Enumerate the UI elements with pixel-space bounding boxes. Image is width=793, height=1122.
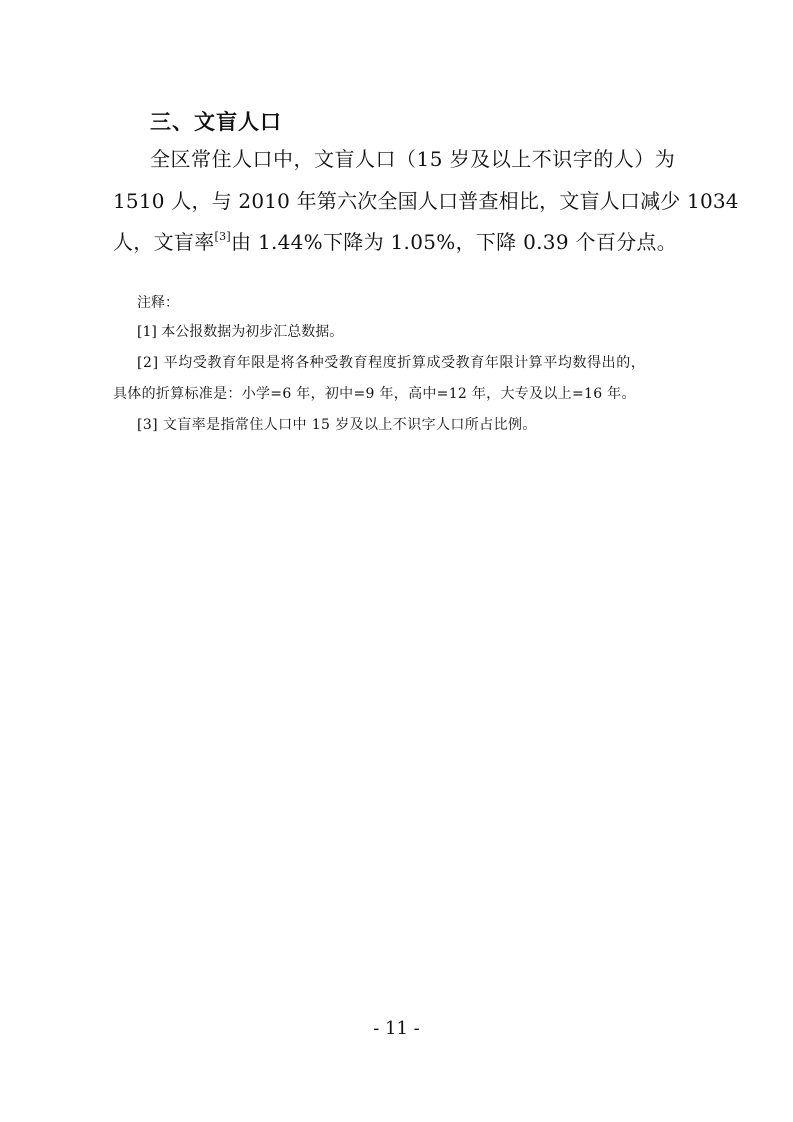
paragraph-line-3 (113, 228, 677, 256)
paragraph-line-2: 1510 人，与 2010 年第六次全国人口普查相比，文盲人口减少 1034 (113, 189, 739, 213)
section-heading: 三、文盲人口 (150, 110, 282, 134)
notes-title: 注释： (137, 295, 179, 311)
note-2-line-1: [2] 平均受教育年限是将各种受教育程度折算成受教育年限计算平均数得出的， (137, 355, 646, 371)
paragraph-line-3-start: 人，文盲率 (113, 230, 215, 254)
page-number: - 11 - (373, 1018, 420, 1039)
note-1: [1] 本公报数据为初步汇总数据。 (137, 324, 344, 340)
paragraph-line-3-end: 由 1.44%下降为 1.05%，下降 0.39 个百分点。 (230, 230, 678, 254)
footnote-reference-3: [3] (214, 230, 231, 243)
note-2-line-2: 具体的折算标准是：小学=6 年，初中=9 年，高中=12 年，大专及以上=16 年。 (113, 386, 636, 402)
note-3: [3] 文盲率是指常住人口中 15 岁及以上不识字人口所占比例。 (137, 417, 537, 433)
paragraph-line-1: 全区常住人口中，文盲人口（15 岁及以上不识字的人）为 (150, 147, 676, 171)
